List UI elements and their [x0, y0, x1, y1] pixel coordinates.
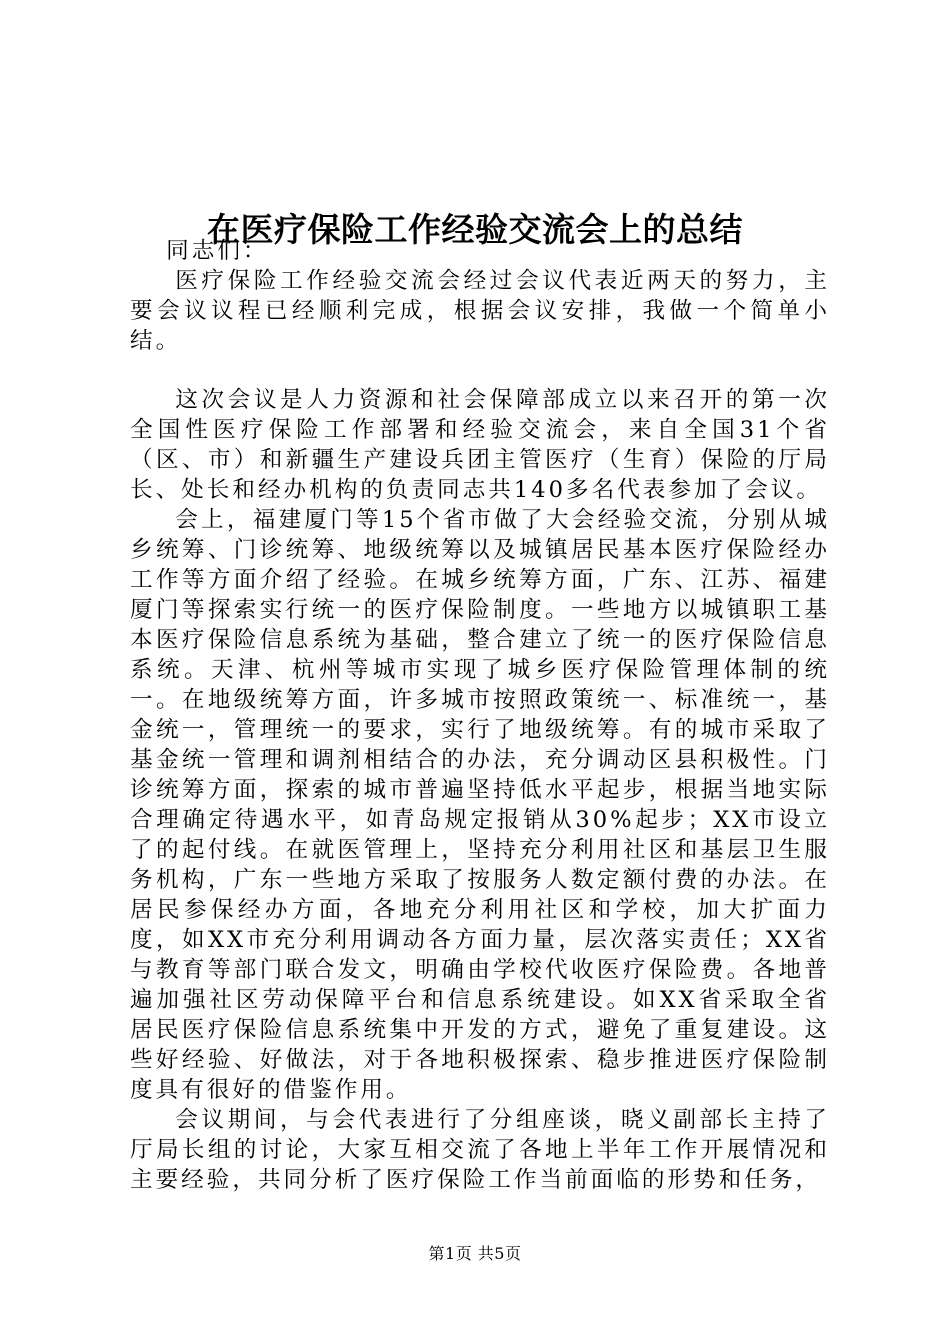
page-number-footer: 第1页 共5页 [428, 1244, 522, 1263]
paragraph-intro: 医疗保险工作经验交流会经过会议代表近两天的努力，主要会议议程已经顺利完成，根据会议安排，我做一个简单小结。 [130, 268, 830, 354]
document-body [130, 236, 830, 1195]
paragraph-meeting-overview: 这次会议是人力资源和社会保障部成立以来召开的第一次全国性医疗保险工作部署和经验交流会，来自全国31个省（区、市）和新疆生产建设兵团主管医疗（生育）保险的厅局长、处长和经办机构的负责同志共140多名代表参加了会议。 [130, 387, 830, 503]
paragraph-group-discussion: 会议期间，与会代表进行了分组座谈，晓义副部长主持了厅局长组的讨论，大家互相交流了各地上半年工作开展情况和主要经验，共同分析了医疗保险工作当前面临的形势和任务， [130, 1107, 830, 1193]
salutation: 同志们： [166, 238, 269, 264]
document-title: 在医疗保险工作经验交流会上的总结 [207, 210, 743, 250]
paragraph-experience-exchange: 会上，福建厦门等15个省市做了大会经验交流，分别从城乡统筹、门诊统筹、地级统筹以及城镇居民基本医疗保险经办工作等方面介绍了经验。在城乡统筹方面，广东、江苏、福建厦门等探索实行统一的医疗保险制度。一些地方以城镇职工基本医疗保险信息系统为基础，整合建立了统一的医疗保险信息系统。天津、杭州等城市实现了城乡医疗保险管理体制的统一。在地级统筹方面，许多城市按照政策统一、标准统一，基金统一，管理统一的要求，实行了地级统筹。有的城市采取了基金统一管理和调剂相结合的办法，充分调动区县积极性。门诊统筹方面，探索的城市普遍坚持低水平起步，根据当地实际合理确定待遇水平，如青岛规定报销从30%起步；XX市设立了的起付线。在就医管理上，坚持充分利用社区和基层卫生服务机构，广东一些地方采取了按服务人数定额付费的办法。在居民参保经办方面，各地充分利用社区和学校，加大扩面力度，如XX市充分利用调动各方面力量，层次落实责任；XX省与教育等部门联合发文，明确由学校代收医疗保险费。各地普遍加强社区劳动保障平台和信息系统建设。如XX省采取全省居民医疗保险信息系统集中开发的方式，避免了重复建设。这些好经验、好做法，对于各地积极探索、稳步推进医疗保险制度具有很好的借鉴作用。 [130, 507, 830, 1103]
